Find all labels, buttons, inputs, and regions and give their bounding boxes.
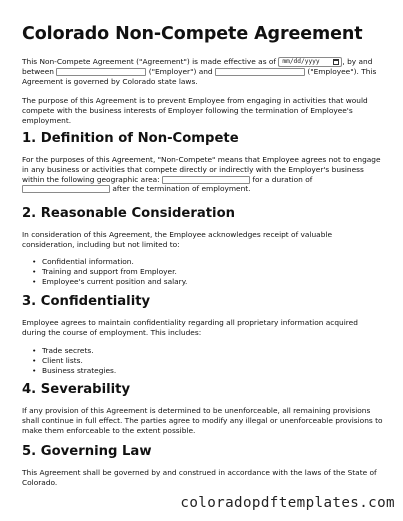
confidentiality-list (32, 346, 116, 375)
section-heading-consideration: 2. Reasonable Consideration (22, 206, 236, 221)
consideration-paragraph: In consideration of this Agreement, the Employee acknowledges receipt of valuable consideration, including but not limited to: (22, 230, 332, 249)
section-heading-confidentiality: 3. Confidentiality (22, 294, 151, 309)
severability-paragraph: If any provision of this Agreement is determined to be unenforceable, all remaining provisions shall continue in full effect. The parties agree to modify any illegal or unenforceable provisions to make them enforceable to the extent possible. (22, 406, 383, 435)
employer-name-input[interactable] (56, 68, 146, 76)
section-heading-governing-law: 5. Governing Law (22, 444, 152, 459)
employee-name-input[interactable] (215, 68, 305, 76)
section-heading-definition: 1. Definition of Non-Compete (22, 131, 239, 146)
employee-label: ("Employee"). This Agreement is governed by Colorado state laws. (22, 67, 377, 86)
definition-text-a: For the purposes of this Agreement, "Non-Compete" means that Employee agrees not to engage in any business or activities that compete directly or indirectly with the Employer's business within the following geographic area: (22, 155, 381, 184)
list-item: • Trade secrets. (32, 346, 116, 356)
list-item: • Business strategies. (32, 366, 116, 376)
document-title: Colorado Non-Compete Agreement (22, 24, 363, 44)
site-watermark: coloradopdftemplates.com (180, 495, 395, 511)
date-placeholder: mm/dd/yyyy (282, 58, 320, 66)
governing-law-paragraph: This Agreement shall be governed by and construed in accordance with the laws of the State of Colorado. (22, 468, 377, 487)
employer-label: ("Employer") and (148, 67, 213, 76)
definition-paragraph (22, 155, 384, 194)
list-item: • Client lists. (32, 356, 116, 366)
duration-input[interactable] (22, 185, 110, 193)
geographic-area-input[interactable] (162, 176, 250, 184)
calendar-icon[interactable] (333, 59, 339, 65)
intro-text-2: , by and between (22, 57, 373, 76)
confidentiality-paragraph: Employee agrees to maintain confidentiality regarding all proprietary information acquired during the course of employment. This includes: (22, 318, 358, 337)
intro-paragraph (22, 57, 384, 87)
consideration-list (32, 257, 187, 286)
definition-text-b: for a duration of (252, 174, 313, 184)
list-item: • Confidential information. (32, 257, 187, 267)
definition-text-c: after the termination of employment. (112, 184, 251, 194)
section-heading-severability: 4. Severability (22, 382, 131, 397)
list-item: • Training and support from Employer. (32, 267, 187, 277)
list-item: • Employee's current position and salary. (32, 277, 187, 287)
effective-date-input[interactable] (278, 57, 342, 67)
purpose-paragraph: The purpose of this Agreement is to prevent Employee from engaging in activities that would compete with the business interests of Employer following the termination of Employee's employment. (22, 96, 368, 125)
intro-text-1: This Non-Compete Agreement ("Agreement") is made effective as of (22, 57, 277, 66)
